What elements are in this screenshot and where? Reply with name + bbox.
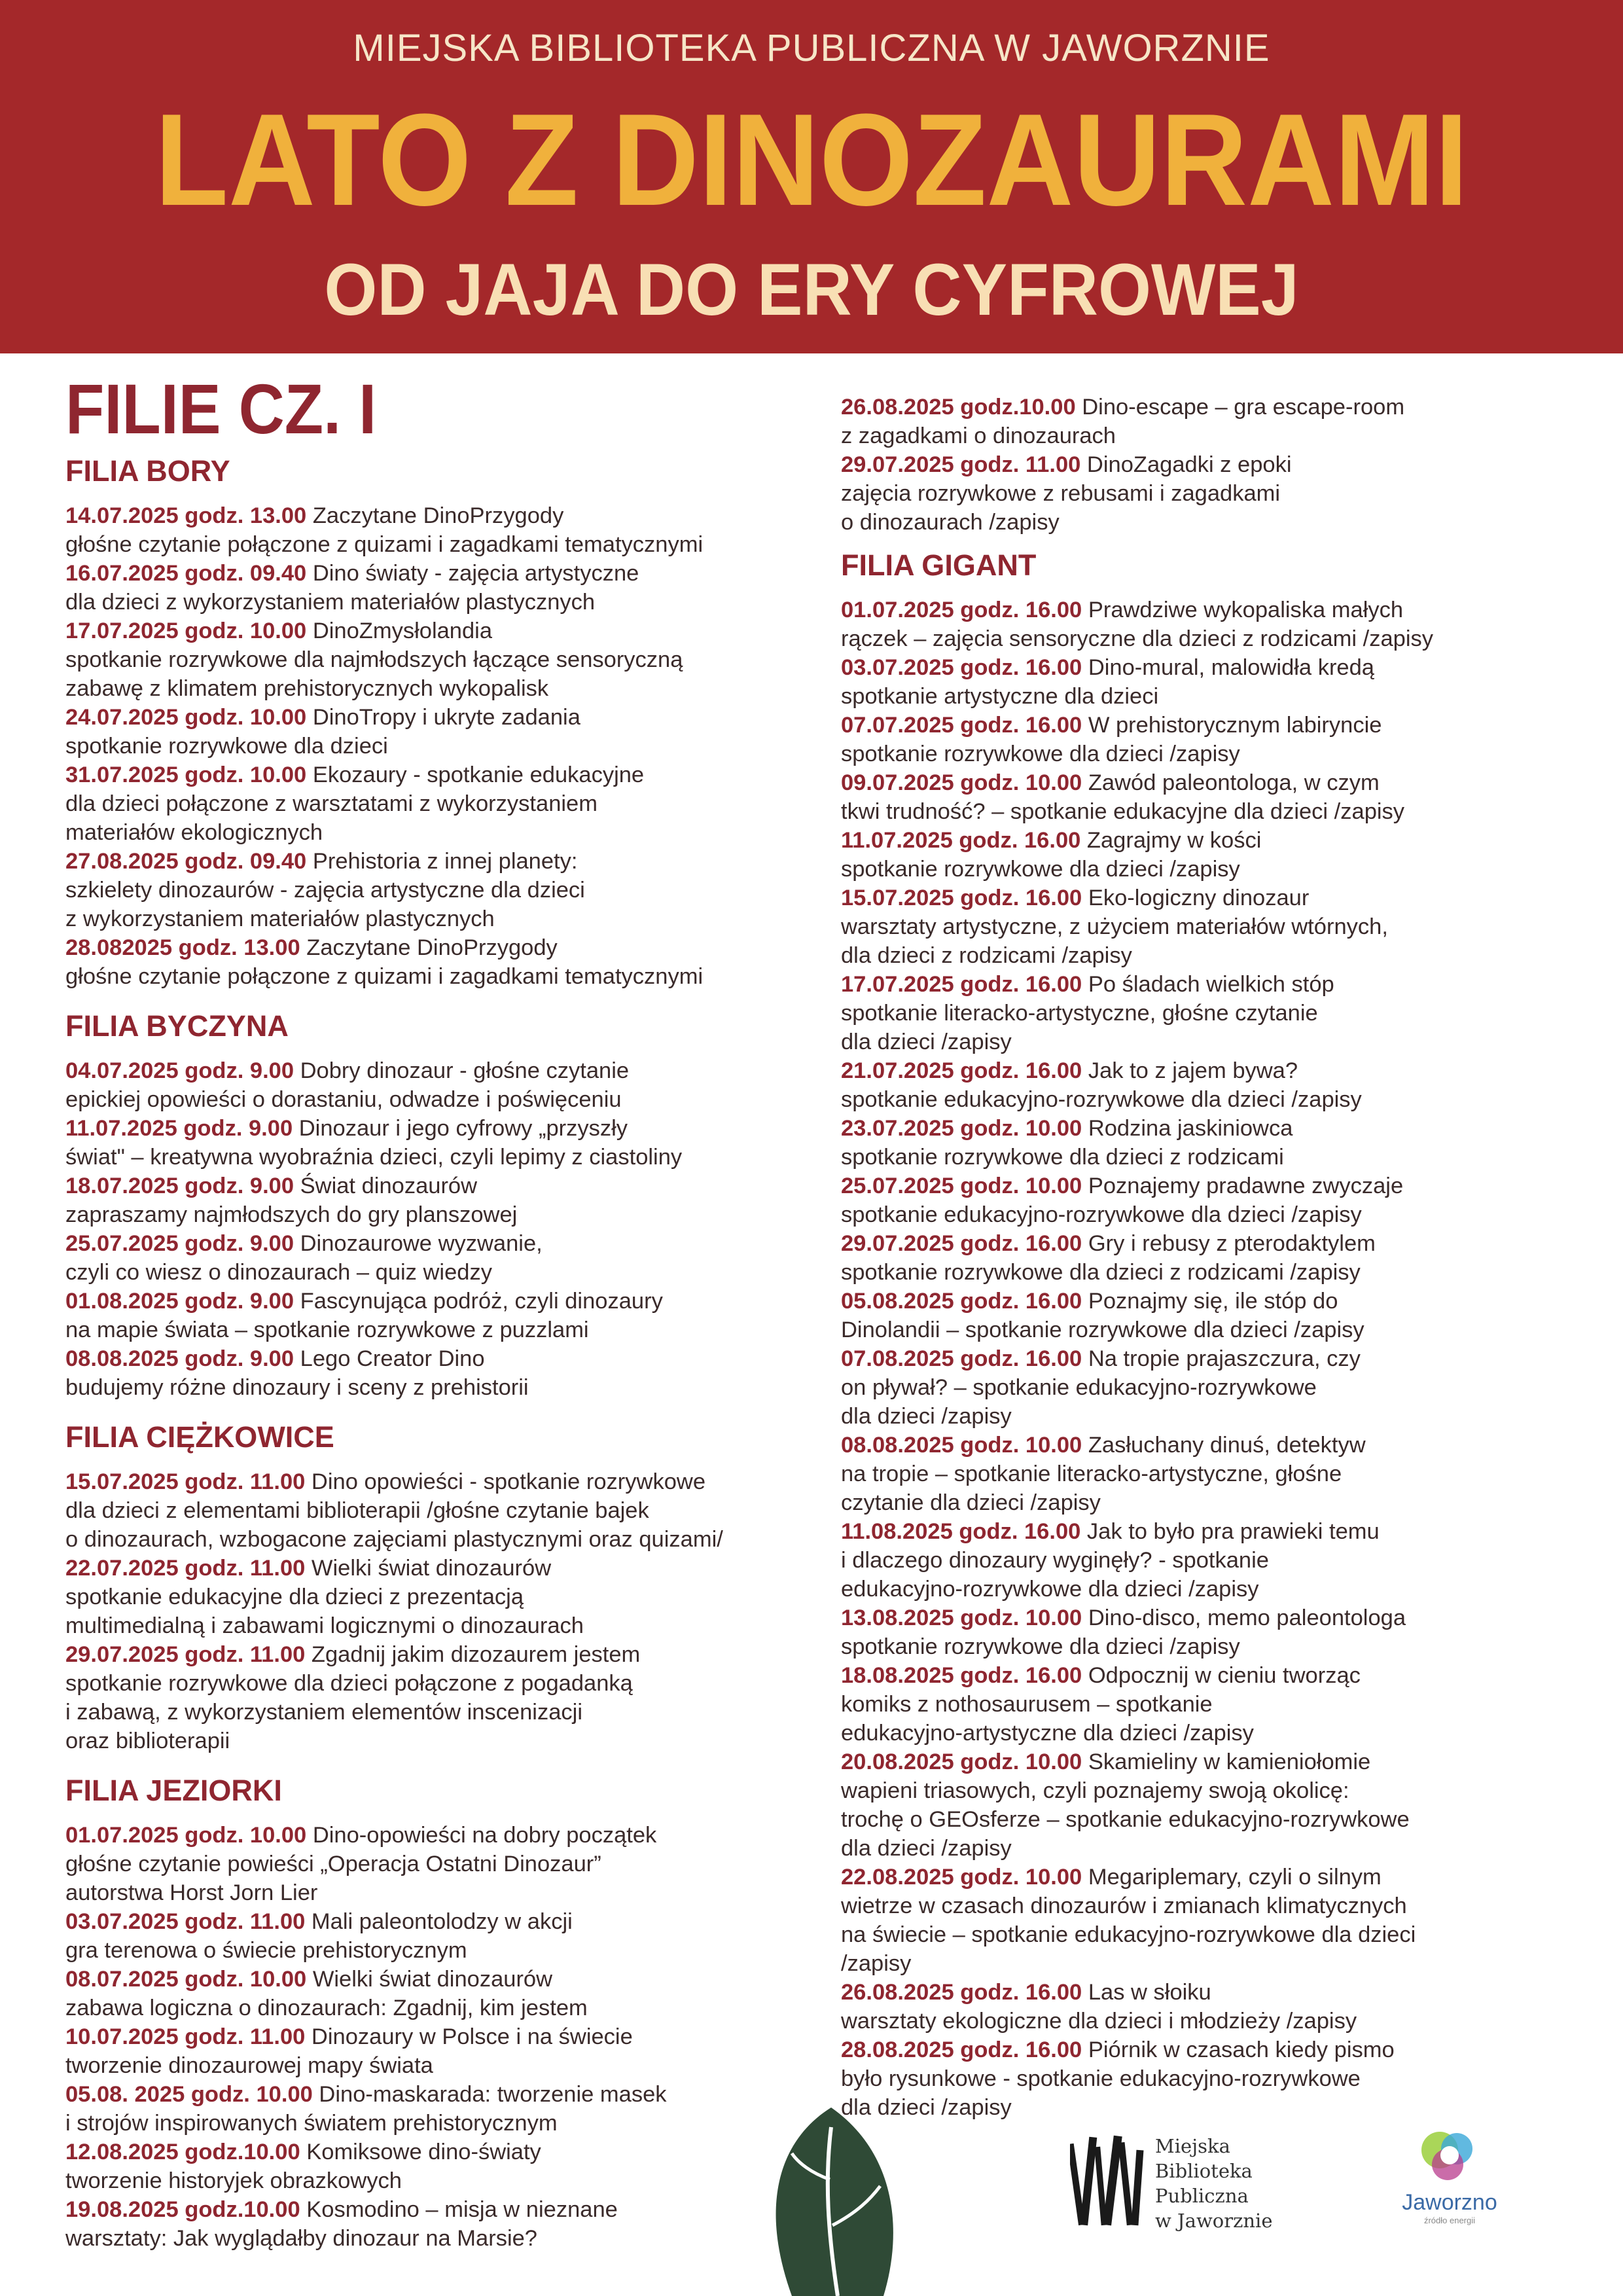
right-column (841, 393, 1580, 2140)
event-item (841, 1229, 1580, 1287)
event-item (65, 2138, 805, 2195)
event-description: o dinozaurach /zapisy (841, 510, 1060, 535)
event-date: 13.08.2025 godz. 10.00 (841, 1605, 1082, 1630)
event-title: Fascynująca podróż, czyli dinozaury (300, 1288, 663, 1314)
event-description: rączek – zajęcia sensoryczne dla dzieci z rodzicami /zapisy (841, 626, 1434, 651)
event-list (841, 596, 1580, 2122)
event-item (841, 1517, 1580, 1604)
event-headline (841, 1344, 1580, 1373)
event-description: wapieni triasowych, czyli poznajemy swoją okolicę: (841, 1778, 1349, 1803)
event-description: na mapie świata – spotkanie rozrywkowe z puzzlami (65, 1317, 589, 1342)
event-title: Dino światy - zajęcia artystyczne (312, 560, 639, 586)
event-description: multimedialną i zabawami logicznymi o dinozaurach (65, 1613, 584, 1638)
event-date: 01.07.2025 godz. 16.00 (841, 598, 1082, 622)
event-description: /zapisy (841, 1951, 912, 1976)
event-description: on pływał? – spotkanie edukacyjno-rozrywkowe (841, 1375, 1317, 1400)
event-title: Prehistoria z innej planety: (312, 848, 578, 874)
event-date: 08.08.2025 godz. 9.00 (65, 1346, 294, 1371)
event-item (841, 970, 1580, 1056)
event-description: spotkanie edukacyjno-rozrywkowe dla dzieci /zapisy (841, 1202, 1362, 1227)
event-description: zajęcia rozrywkowe z rebusami i zagadkami (841, 481, 1281, 506)
event-description: spotkanie literacko-artystyczne, głośne czytanie (841, 1001, 1318, 1026)
event-headline (65, 2022, 805, 2051)
event-title: Dino-maskarada: tworzenie masek (319, 2081, 667, 2107)
event-description: na świecie – spotkanie edukacyjno-rozrywkowe dla dzieci (841, 1922, 1416, 1947)
event-description: na tropie – spotkanie literacko-artystyczne, głośne (841, 1462, 1342, 1486)
event-date: 14.07.2025 godz. 13.00 (65, 503, 307, 528)
event-title: Poznajmy się, ile stóp do (1088, 1289, 1338, 1314)
event-headline (65, 559, 805, 588)
event-date: 18.07.2025 godz. 9.00 (65, 1173, 294, 1198)
event-description: z wykorzystaniem materiałów plastycznych (65, 906, 495, 931)
event-description: spotkanie rozrywkowe dla dzieci z rodzicami /zapisy (841, 1260, 1361, 1285)
event-item (841, 1114, 1580, 1172)
event-date: 23.07.2025 godz. 10.00 (841, 1116, 1082, 1141)
event-title: Eko-logiczny dinozaur (1088, 886, 1310, 910)
event-date: 04.07.2025 godz. 9.00 (65, 1058, 294, 1083)
event-description: i strojów inspirowanych światem prehistorycznym (65, 2110, 558, 2136)
jaworzno-logo (1394, 2124, 1505, 2229)
event-description: trochę o GEOsferze – spotkanie edukacyjno-rozrywkowe (841, 1807, 1410, 1832)
event-date: 08.08.2025 godz. 10.00 (841, 1433, 1082, 1458)
event-headline (65, 933, 805, 962)
event-description: spotkanie edukacyjno-rozrywkowe dla dzieci /zapisy (841, 1087, 1362, 1112)
event-headline (841, 1863, 1580, 1892)
event-description: głośne czytanie powieści „Operacja Ostatni Dinozaur” (65, 1851, 601, 1876)
event-date: 28.08.2025 godz. 16.00 (841, 2037, 1082, 2062)
event-date: 26.08.2025 godz.10.00 (841, 395, 1076, 420)
event-item (841, 1863, 1580, 1978)
event-title: DinoZmysłolandia (312, 618, 493, 643)
event-description: edukacyjno-artystyczne dla dzieci /zapisy (841, 1721, 1254, 1746)
event-title: Zgadnij jakim dizozaurem jestem (311, 1641, 641, 1667)
event-headline (65, 761, 805, 789)
event-date: 28.082025 godz. 13.00 (65, 935, 300, 960)
event-headline (841, 1056, 1580, 1085)
event-headline (841, 596, 1580, 624)
event-title: Skamieliny w kamieniołomie (1088, 1749, 1371, 1774)
event-description: z zagadkami o dinozaurach (841, 423, 1116, 448)
event-date: 17.07.2025 godz. 10.00 (65, 618, 307, 643)
event-description: dla dzieci /zapisy (841, 1404, 1012, 1429)
event-date: 01.07.2025 godz. 10.00 (65, 1822, 307, 1848)
event-date: 11.07.2025 godz. 9.00 (65, 1115, 293, 1141)
event-list (65, 1821, 805, 2253)
header-banner (0, 0, 1623, 353)
event-headline (65, 1965, 805, 1994)
event-item (841, 450, 1580, 537)
event-description: dla dzieci /zapisy (841, 1030, 1012, 1054)
library-bars-icon (1070, 2130, 1149, 2229)
event-title: Ekozaury - spotkanie edukacyjne (312, 762, 645, 787)
event-item (65, 703, 805, 761)
branch-byczyna (65, 1009, 805, 1402)
event-title: Wielki świat dinozaurów (311, 1555, 552, 1581)
event-headline (841, 653, 1580, 682)
event-item (65, 501, 805, 559)
event-date: 18.08.2025 godz. 16.00 (841, 1663, 1082, 1688)
event-title: Rodzina jaskiniowca (1088, 1116, 1293, 1141)
event-item (841, 393, 1580, 450)
event-item (65, 2022, 805, 2080)
jaworzno-swirl-icon (1414, 2124, 1486, 2189)
event-headline (841, 2036, 1580, 2064)
event-headline (65, 1056, 805, 1085)
event-list (65, 1056, 805, 1402)
event-date: 15.07.2025 godz. 16.00 (841, 886, 1082, 910)
event-headline (841, 1604, 1580, 1632)
event-title: Zaczytane DinoPrzygody (312, 503, 564, 528)
event-headline (65, 2080, 805, 2109)
event-description: spotkanie rozrywkowe dla najmłodszych łączące sensoryczną (65, 647, 683, 672)
event-date: 07.08.2025 godz. 16.00 (841, 1346, 1082, 1371)
event-title: Zasłuchany dinuś, detektyw (1088, 1433, 1366, 1458)
event-item (841, 1172, 1580, 1229)
event-date: 29.07.2025 godz. 11.00 (841, 452, 1081, 477)
event-date: 09.07.2025 godz. 10.00 (841, 770, 1082, 795)
event-headline (65, 1114, 805, 1143)
event-title: Piórnik w czasach kiedy pismo (1088, 2037, 1395, 2062)
event-headline (841, 1517, 1580, 1546)
event-headline (65, 1821, 805, 1850)
filie-heading: FILIE CZ. I (65, 369, 377, 448)
event-date: 25.07.2025 godz. 9.00 (65, 1230, 294, 1256)
event-title: Dinozaurowe wyzwanie, (300, 1230, 543, 1256)
branch-name: FILIA JEZIORKI (65, 1773, 282, 1807)
event-date: 12.08.2025 godz.10.00 (65, 2139, 300, 2164)
event-title: Dino-opowieści na dobry początek (312, 1822, 657, 1848)
event-description: zabawa logiczna o dinozaurach: Zgadnij, kim jestem (65, 1995, 588, 2020)
event-date: 05.08. 2025 godz. 10.00 (65, 2081, 313, 2107)
event-description: spotkanie rozrywkowe dla dzieci (65, 733, 388, 759)
event-headline (65, 1287, 805, 1316)
event-item (65, 559, 805, 617)
event-description: dla dzieci z elementami biblioterapii /głośne czytanie bajek (65, 1498, 649, 1523)
event-item (841, 653, 1580, 711)
event-description: materiałów ekologicznych (65, 819, 323, 845)
branch-jeziorki-continued (841, 393, 1580, 537)
event-description: świat" – kreatywna wyobraźnia dzieci, czyli lepimy z ciastoliny (65, 1144, 683, 1170)
event-headline (841, 1172, 1580, 1200)
event-title: Gry i rebusy z pterodaktylem (1088, 1231, 1376, 1256)
event-item (65, 1056, 805, 1114)
event-description: zapraszamy najmłodszych do gry planszowej (65, 1202, 518, 1227)
event-title: Kosmodino – misja w nieznane (306, 2197, 618, 2222)
event-description: autorstwa Horst Jorn Lier (65, 1880, 318, 1905)
event-item (841, 1056, 1580, 1114)
event-headline (841, 1661, 1580, 1690)
event-description: oraz biblioterapii (65, 1728, 230, 1753)
library-logo-text: Miejska Biblioteka Publiczna w Jaworznie (1155, 2135, 1273, 2232)
event-item (841, 1344, 1580, 1431)
event-item (841, 1431, 1580, 1517)
event-date: 11.08.2025 godz. 16.00 (841, 1519, 1081, 1544)
event-headline (841, 826, 1580, 855)
event-item (841, 768, 1580, 826)
event-description: spotkanie rozrywkowe dla dzieci /zapisy (841, 1634, 1240, 1659)
event-description: warsztaty ekologiczne dla dzieci i młodzieży /zapisy (841, 2009, 1357, 2034)
event-description: Dinolandii – spotkanie rozrywkowe dla dzieci /zapisy (841, 1318, 1364, 1342)
event-title: Mali paleontolodzy w akcji (311, 1909, 573, 1934)
event-headline (65, 1640, 805, 1669)
event-headline (65, 1467, 805, 1496)
event-headline (841, 1114, 1580, 1143)
event-item (65, 933, 805, 991)
poster-subtitle: OD JAJA DO ERY CYFROWEJ (324, 249, 1299, 331)
event-title: W prehistorycznym labiryncie (1088, 713, 1382, 738)
event-title: Zaczytane DinoPrzygody (306, 935, 558, 960)
event-description: i zabawą, z wykorzystaniem elementów inscenizacji (65, 1699, 582, 1725)
left-column (65, 367, 805, 2271)
event-title: Wielki świat dinozaurów (312, 1966, 553, 1992)
event-list (841, 393, 1580, 537)
event-description: komiks z nothosaurusem – spotkanie (841, 1692, 1213, 1717)
event-item (65, 1554, 805, 1640)
event-date: 07.07.2025 godz. 16.00 (841, 713, 1082, 738)
event-headline (841, 1978, 1580, 2007)
event-title: Prawdziwe wykopaliska małych (1088, 598, 1404, 622)
event-item (65, 1114, 805, 1172)
city-tagline: źródło energii (1423, 2215, 1476, 2225)
event-headline (841, 768, 1580, 797)
event-headline (841, 1229, 1580, 1258)
event-headline (65, 1344, 805, 1373)
event-date: 16.07.2025 godz. 09.40 (65, 560, 307, 586)
branch-name: FILIA BYCZYNA (65, 1009, 289, 1043)
event-item (65, 1640, 805, 1755)
event-title: Świat dinozaurów (300, 1173, 478, 1198)
event-item (65, 1965, 805, 2022)
branch-jeziorki (65, 1774, 805, 2253)
event-description: spotkanie rozrywkowe dla dzieci z rodzicami (841, 1145, 1284, 1170)
event-headline (841, 450, 1580, 479)
event-date: 29.07.2025 godz. 11.00 (65, 1641, 306, 1667)
event-date: 15.07.2025 godz. 11.00 (65, 1469, 306, 1494)
event-date: 22.07.2025 godz. 11.00 (65, 1555, 306, 1581)
event-item (65, 2080, 805, 2138)
event-description: dla dzieci /zapisy (841, 1836, 1012, 1861)
event-description: spotkanie edukacyjne dla dzieci z prezentacją (65, 1584, 524, 1609)
event-title: Jak to z jajem bywa? (1088, 1058, 1298, 1083)
event-description: było rysunkowe - spotkanie edukacyjno-rozrywkowe (841, 2066, 1361, 2091)
event-title: Dinozaury w Polsce i na świecie (311, 2024, 633, 2049)
event-title: Las w słoiku (1088, 1980, 1211, 2005)
event-description: budujemy różne dinozaury i sceny z prehistorii (65, 1374, 529, 1400)
event-item (65, 1287, 805, 1344)
event-item (841, 1287, 1580, 1344)
event-list (65, 501, 805, 991)
organization-name: MIEJSKA BIBLIOTEKA PUBLICZNA W JAWORZNIE (353, 27, 1270, 69)
event-date: 01.08.2025 godz. 9.00 (65, 1288, 294, 1314)
event-item (65, 1172, 805, 1229)
event-headline (65, 2195, 805, 2224)
event-description: epickiej opowieści o dorastaniu, odwadze i poświęceniu (65, 1086, 622, 1112)
event-item (841, 2036, 1580, 2122)
event-description: szkielety dinozaurów - zajęcia artystyczne dla dzieci (65, 877, 585, 903)
event-item (841, 826, 1580, 884)
event-description: spotkanie rozrywkowe dla dzieci połączone z pogadanką (65, 1670, 633, 1696)
event-date: 11.07.2025 godz. 16.00 (841, 828, 1081, 853)
event-headline (65, 703, 805, 732)
event-date: 03.07.2025 godz. 11.00 (65, 1909, 306, 1934)
event-item (841, 1604, 1580, 1661)
event-item (65, 1821, 805, 1907)
branch-gigant (841, 548, 1580, 2122)
event-title: Po śladach wielkich stóp (1088, 972, 1334, 997)
event-description: edukacyjno-rozrywkowe dla dzieci /zapisy (841, 1577, 1259, 1602)
event-item (65, 1907, 805, 1965)
event-description: spotkanie rozrywkowe dla dzieci /zapisy (841, 857, 1240, 882)
poster-title: LATO Z DINOZAURAMI (154, 87, 1469, 233)
event-title: Megariplemary, czyli o silnym (1088, 1865, 1382, 1890)
event-date: 25.07.2025 godz. 10.00 (841, 1174, 1082, 1198)
library-logo (1070, 2127, 1345, 2238)
event-description: tworzenie historyjek obrazkowych (65, 2168, 402, 2193)
event-description: tworzenie dinozaurowej mapy świata (65, 2053, 433, 2078)
event-item (65, 761, 805, 847)
event-date: 17.07.2025 godz. 16.00 (841, 972, 1082, 997)
event-item (841, 711, 1580, 768)
event-item (65, 617, 805, 703)
event-date: 24.07.2025 godz. 10.00 (65, 704, 307, 730)
event-description: głośne czytanie połączone z quizami i zagadkami tematycznymi (65, 531, 704, 557)
event-item (841, 884, 1580, 970)
event-headline (65, 2138, 805, 2166)
event-item (65, 1467, 805, 1554)
event-title: Lego Creator Dino (300, 1346, 485, 1371)
event-item (65, 847, 805, 933)
event-date: 21.07.2025 godz. 16.00 (841, 1058, 1082, 1083)
event-description: o dinozaurach, wzbogacone zajęciami plastycznymi oraz quizami/ (65, 1526, 723, 1552)
branch-name: FILIA BORY (65, 454, 230, 488)
event-title: DinoZagadki z epoki (1086, 452, 1292, 477)
event-item (841, 1978, 1580, 2036)
event-date: 27.08.2025 godz. 09.40 (65, 848, 307, 874)
event-description: tkwi trudność? – spotkanie edukacyjne dla dzieci /zapisy (841, 799, 1405, 824)
event-description: dla dzieci z rodzicami /zapisy (841, 943, 1132, 968)
event-description: głośne czytanie połączone z quizami i zagadkami tematycznymi (65, 963, 704, 989)
event-description: spotkanie rozrywkowe dla dzieci /zapisy (841, 742, 1240, 766)
event-list (65, 1467, 805, 1755)
event-description: warsztaty: Jak wyglądałby dinozaur na Marsie? (65, 2225, 537, 2251)
event-description: czyli co wiesz o dinozaurach – quiz wiedzy (65, 1259, 492, 1285)
event-headline (65, 501, 805, 530)
event-headline (65, 847, 805, 876)
event-headline (841, 970, 1580, 999)
event-title: Odpocznij w cieniu tworząc (1088, 1663, 1361, 1688)
event-description: gra terenowa o świecie prehistorycznym (65, 1937, 467, 1963)
event-headline (841, 884, 1580, 912)
event-item (65, 1344, 805, 1402)
branch-name: FILIA CIĘŻKOWICE (65, 1420, 334, 1454)
event-title: Jak to było pra prawieki temu (1086, 1519, 1380, 1544)
event-title: Dino opowieści - spotkanie rozrywkowe (311, 1469, 706, 1494)
event-title: Dinozaur i jego cyfrowy „przyszły (298, 1115, 628, 1141)
event-title: Zagrajmy w kości (1086, 828, 1262, 853)
event-headline (841, 1287, 1580, 1316)
event-description: zabawę z klimatem prehistorycznych wykopalisk (65, 675, 549, 701)
event-headline (841, 393, 1580, 422)
event-headline (65, 1172, 805, 1200)
event-title: Na tropie prajaszczura, czy (1088, 1346, 1361, 1371)
branch-bory (65, 454, 805, 991)
event-title: Dino-disco, memo paleontologa (1088, 1605, 1406, 1630)
event-date: 19.08.2025 godz.10.00 (65, 2197, 300, 2222)
event-description: czytanie dla dzieci /zapisy (841, 1490, 1101, 1515)
event-description: dla dzieci połączone z warsztatami z wykorzystaniem (65, 791, 597, 816)
city-name: Jaworzno (1402, 2190, 1497, 2215)
branch-name: FILIA GIGANT (841, 548, 1037, 582)
event-date: 29.07.2025 godz. 16.00 (841, 1231, 1082, 1256)
event-date: 20.08.2025 godz. 10.00 (841, 1749, 1082, 1774)
event-description: dla dzieci z wykorzystaniem materiałów plastycznych (65, 589, 596, 615)
event-description: spotkanie artystyczne dla dzieci (841, 684, 1159, 709)
event-headline (841, 1431, 1580, 1460)
event-description: wietrze w czasach dinozaurów i zmianach klimatycznych (841, 1893, 1407, 1918)
event-item (841, 596, 1580, 653)
event-headline (841, 711, 1580, 740)
event-date: 22.08.2025 godz. 10.00 (841, 1865, 1082, 1890)
leaf-decoration-icon (753, 2101, 910, 2296)
event-item (841, 1748, 1580, 1863)
event-title: Zawód paleontologa, w czym (1088, 770, 1380, 795)
event-item (65, 1229, 805, 1287)
event-title: Poznajemy pradawne zwyczaje (1088, 1174, 1404, 1198)
event-title: Dino-escape – gra escape-room (1082, 395, 1405, 420)
event-date: 10.07.2025 godz. 11.00 (65, 2024, 306, 2049)
event-item (841, 1661, 1580, 1748)
branch-ciezkowice (65, 1420, 805, 1755)
event-item (65, 2195, 805, 2253)
event-date: 26.08.2025 godz. 16.00 (841, 1980, 1082, 2005)
event-description: i dlaczego dinozaury wyginęły? - spotkanie (841, 1548, 1269, 1573)
event-title: Komiksowe dino-światy (306, 2139, 541, 2164)
event-date: 08.07.2025 godz. 10.00 (65, 1966, 307, 1992)
event-title: DinoTropy i ukryte zadania (312, 704, 580, 730)
event-headline (65, 1907, 805, 1936)
event-title: Dino-mural, malowidła kredą (1088, 655, 1374, 680)
event-date: 03.07.2025 godz. 16.00 (841, 655, 1082, 680)
event-description: dla dzieci /zapisy (841, 2095, 1012, 2120)
event-description: warsztaty artystyczne, z użyciem materiałów wtórnych, (841, 914, 1388, 939)
event-headline (841, 1748, 1580, 1776)
event-headline (65, 1229, 805, 1258)
event-date: 31.07.2025 godz. 10.00 (65, 762, 307, 787)
event-date: 05.08.2025 godz. 16.00 (841, 1289, 1082, 1314)
event-title: Dobry dinozaur - głośne czytanie (300, 1058, 630, 1083)
event-headline (65, 617, 805, 645)
event-headline (65, 1554, 805, 1583)
